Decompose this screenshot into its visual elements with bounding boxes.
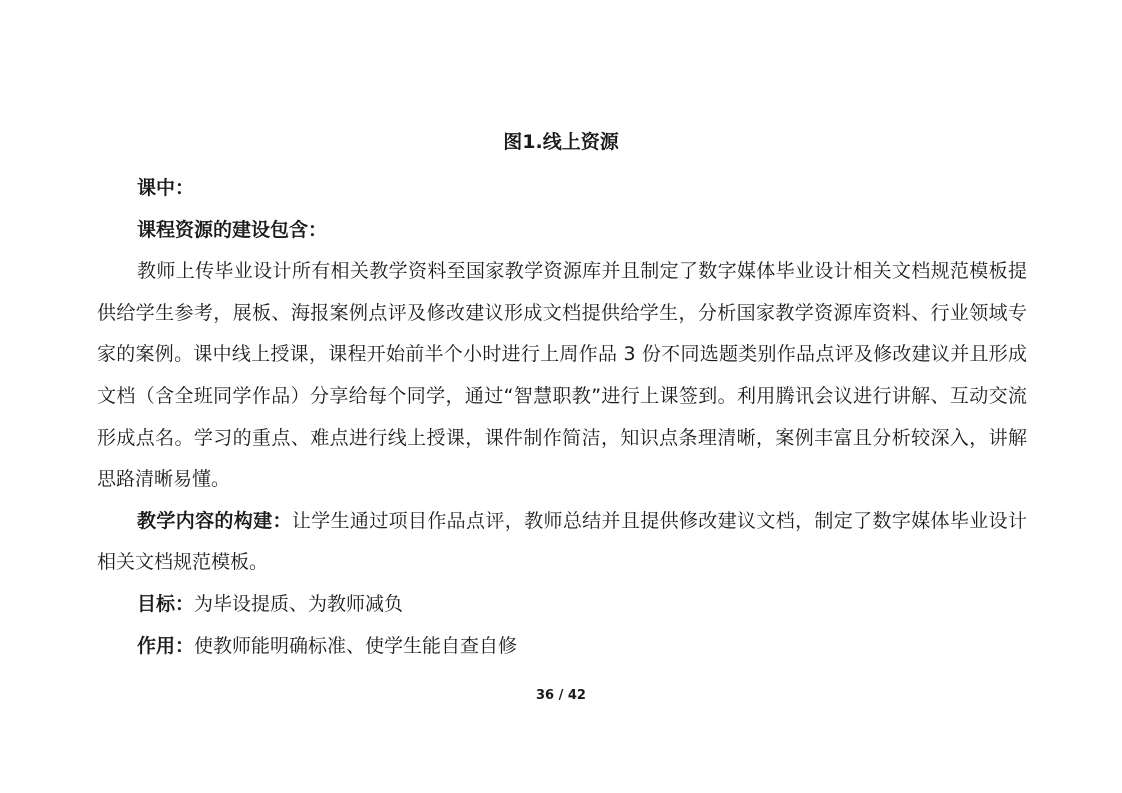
content-paragraph — [97, 501, 1027, 584]
page-number: 36 / 42 — [536, 688, 586, 703]
content-label: 教学内容的构建： — [137, 509, 292, 532]
effect-paragraph — [97, 626, 1027, 668]
goal-text: 为毕设提质、为教师减负 — [194, 592, 404, 615]
goal-label: 目标： — [137, 592, 195, 615]
paragraph-1: 教师上传毕业设计所有相关教学资料至国家教学资源库并且制定了数字媒体毕业设计相关文档规范模板提供给学生参考，展板、海报案例点评及修改建议形成文档提供给学生，分析国家教学资源库资料、行业领域专家的案例。课中线上授课，课程开始前半个小时进行上周作品 3 份不同选题类别作品点评及修改建议并且形成文档（含全班同学作品）分享给每个同学，通过“智慧职教”进行上课签到。利用腾讯会议进行讲解、互动交流形成点名。学习的重点、难点进行线上授课，课件制作简洁，知识点条理清晰，案例丰富且分析较深入，讲解思路清晰易懂。 — [97, 260, 1027, 491]
figure-caption: 图1.线上资源 — [503, 131, 619, 153]
effect-label: 作用： — [137, 634, 195, 657]
subheading: 课程资源的建设包含： — [137, 218, 328, 241]
document-body — [97, 168, 1027, 667]
goal-paragraph — [97, 584, 1027, 626]
content-text: 让学生通过项目作品点评，教师总结并且提供修改建议文档，制定了数字媒体毕业设计相关文档规范模板。 — [97, 509, 1027, 574]
effect-text: 使教师能明确标准、使学生能自查自修 — [194, 634, 518, 657]
section-heading: 课中： — [137, 177, 195, 199]
